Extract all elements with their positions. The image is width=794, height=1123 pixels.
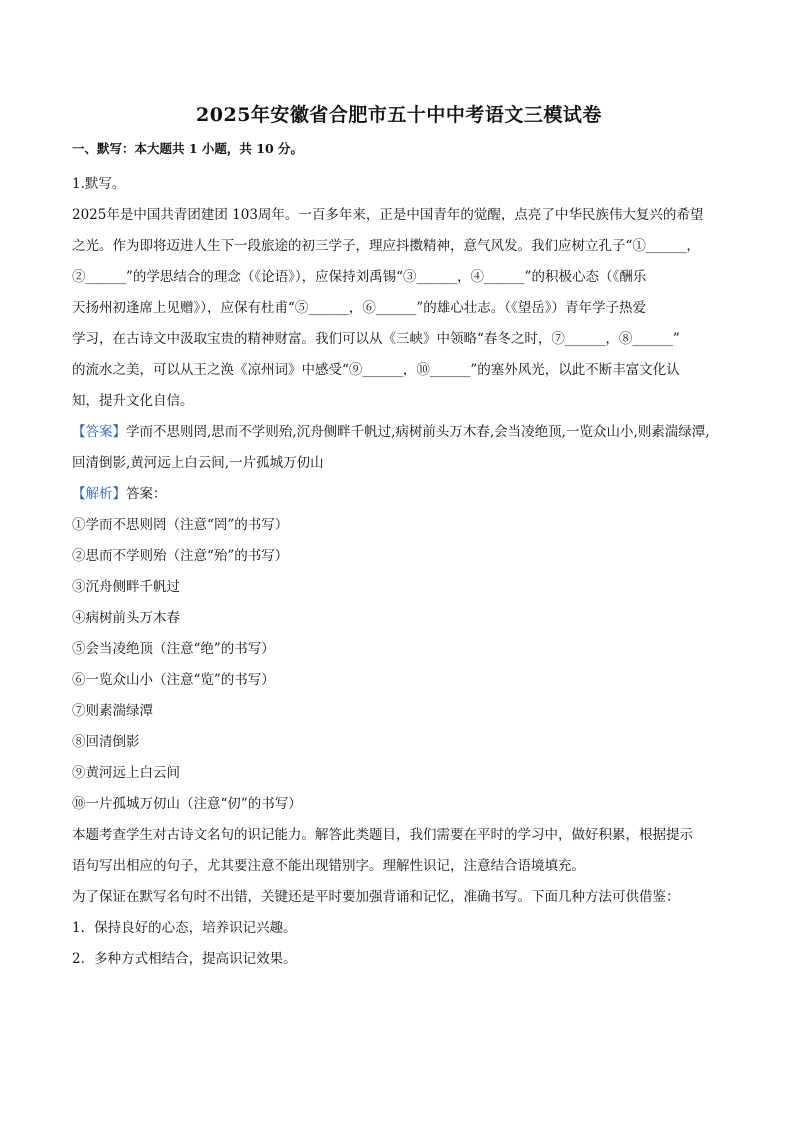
question-line: 知，提升文化自信。 xyxy=(72,393,194,409)
analysis-item: ⑧回清倒影 xyxy=(72,734,140,750)
answer-line xyxy=(72,417,726,448)
analysis-item: ⑥一览众山小（注意“览”的书写） xyxy=(72,672,275,688)
page-title: 2025年安徽省合肥市五十中中考语文三模试卷 xyxy=(196,104,602,126)
analysis-tag: 【解析】 xyxy=(72,486,126,502)
answer-block xyxy=(72,417,726,479)
explanation-line: 为了保证在默写名句时不出错，关键还是平时要加强背诵和记忆，准确书写。下面几种方法可供借鉴： xyxy=(72,889,680,905)
explanation-block xyxy=(72,820,726,975)
analysis-item: ③沉舟侧畔千帆过 xyxy=(72,579,180,595)
explanation-line: 2．多种方式相结合，提高识记效果。 xyxy=(72,951,297,967)
question-line: ②______”的学思结合的理念（《论语》），应保持刘禹锡“③______，④______”的积极心态（《酬乐 xyxy=(72,269,647,285)
analysis-item: ⑩一片孤城万仞山（注意“仞”的书写） xyxy=(72,796,302,812)
question-line: 2025年是中国共青团建团 103周年。一百多年来，正是中国青年的觉醒，点亮了中华民族伟大复兴的希望 xyxy=(72,207,704,223)
section-heading: 一、默写：本大题共 1 小题，共 10 分。 xyxy=(72,141,304,156)
analysis-item: ①学而不思则罔（注意“罔”的书写） xyxy=(72,517,289,533)
analysis-intro: 答案： xyxy=(126,486,167,502)
question-number: 1.默写。 xyxy=(72,176,126,192)
analysis-block xyxy=(72,479,726,820)
explanation-line: 本题考查学生对古诗文名句的识记能力。解答此类题目，我们需要在平时的学习中，做好积累，根据提示 xyxy=(72,827,693,843)
answer-line: 回清倒影,黄河远上白云间,一片孤城万仞山 xyxy=(72,455,324,471)
question-body xyxy=(72,200,726,417)
explanation-line: 语句写出相应的句子，尤其要注意不能出现错别字。理解性识记，注意结合语境填充。 xyxy=(72,858,585,874)
analysis-item: ⑤会当凌绝顶（注意“绝”的书写） xyxy=(72,641,275,657)
document-page xyxy=(72,100,726,975)
analysis-item: ④病树前头万木春 xyxy=(72,610,180,626)
question-line: 天扬州初逢席上见赠》），应保有杜甫“⑤______，⑥______”的雄心壮志。（《望岳》）青年学子热爱 xyxy=(72,300,647,316)
analysis-heading xyxy=(72,479,726,510)
answer-text-1: 学而不思则罔,思而不学则殆,沉舟侧畔千帆过,病树前头万木春,会当凌绝顶,一览众山小,则素湍绿潭, xyxy=(126,424,710,440)
question-line: 的流水之美，可以从王之涣《凉州词》中感受“⑨______，⑩______”的塞外风光，以此不断丰富文化认 xyxy=(72,362,680,378)
answer-tag: 【答案】 xyxy=(72,424,126,440)
explanation-line: 1．保持良好的心态，培养识记兴趣。 xyxy=(72,920,297,936)
analysis-item: ⑨黄河远上白云间 xyxy=(72,765,180,781)
question-line: 学习，在古诗文中汲取宝贵的精神财富。我们可以从《三峡》中领略“春冬之时，⑦______，⑧______” xyxy=(72,331,680,347)
analysis-item: ⑦则素湍绿潭 xyxy=(72,703,153,719)
question-line: 之光。作为即将迈进人生下一段旅途的初三学子，理应抖擞精神，意气风发。我们应树立孔子“①______， xyxy=(72,238,700,254)
analysis-item: ②思而不学则殆（注意“殆”的书写） xyxy=(72,548,289,564)
